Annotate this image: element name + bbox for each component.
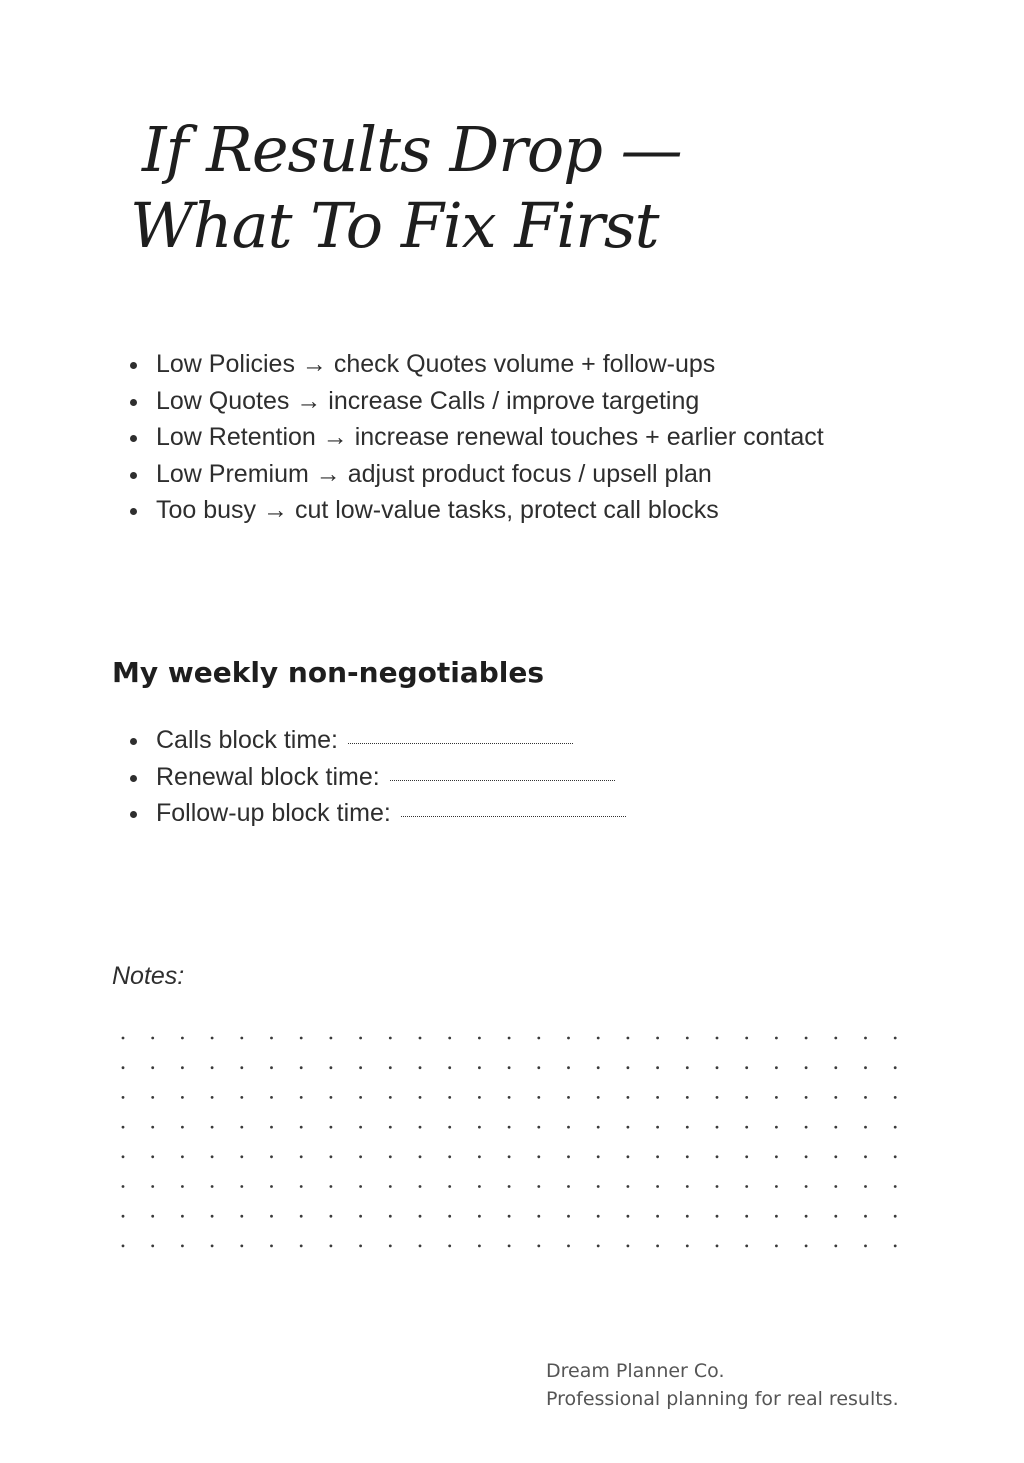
- grid-dot: [508, 1155, 511, 1158]
- grid-dot: [686, 1066, 689, 1069]
- grid-dot: [627, 1155, 630, 1158]
- grid-dot: [834, 1185, 837, 1188]
- grid-dot: [686, 1155, 689, 1158]
- renewal-block-blank-line: [390, 780, 615, 781]
- grid-dot: [389, 1096, 392, 1099]
- grid-dot: [122, 1215, 125, 1218]
- footer: [546, 1357, 899, 1413]
- grid-dot: [716, 1096, 719, 1099]
- list-item: Low Policies → check Quotes volume + follow-ups: [112, 346, 824, 383]
- grid-dot: [211, 1066, 214, 1069]
- grid-dot: [597, 1126, 600, 1129]
- grid-dot: [330, 1096, 333, 1099]
- grid-dot: [775, 1245, 778, 1248]
- grid-dot: [181, 1066, 184, 1069]
- list-item-calls-block: [112, 722, 626, 759]
- grid-dot: [597, 1066, 600, 1069]
- grid-dot: [508, 1066, 511, 1069]
- grid-dot: [419, 1096, 422, 1099]
- grid-dot: [419, 1066, 422, 1069]
- grid-dot: [567, 1066, 570, 1069]
- grid-dot: [478, 1155, 481, 1158]
- grid-dot: [151, 1037, 154, 1040]
- grid-dot: [745, 1185, 748, 1188]
- grid-dot: [597, 1185, 600, 1188]
- grid-dot: [627, 1215, 630, 1218]
- non-negotiables-heading: My weekly non-negotiables: [112, 656, 545, 689]
- grid-dot: [597, 1037, 600, 1040]
- grid-dot: [419, 1037, 422, 1040]
- grid-dot: [597, 1096, 600, 1099]
- follow-up-block-blank-line: [401, 816, 626, 817]
- grid-dot: [627, 1037, 630, 1040]
- grid-dot: [122, 1096, 125, 1099]
- grid-dot: [864, 1155, 867, 1158]
- grid-dot: [508, 1096, 511, 1099]
- grid-dot: [211, 1037, 214, 1040]
- grid-dot: [894, 1126, 897, 1129]
- grid-dot: [151, 1066, 154, 1069]
- grid-dot: [389, 1126, 392, 1129]
- grid-dot: [834, 1037, 837, 1040]
- grid-dot: [448, 1215, 451, 1218]
- grid-dot: [597, 1245, 600, 1248]
- grid-dot: [211, 1155, 214, 1158]
- grid-dot: [478, 1185, 481, 1188]
- grid-dot: [805, 1185, 808, 1188]
- grid-dot: [389, 1155, 392, 1158]
- grid-dot: [240, 1155, 243, 1158]
- grid-dot: [419, 1215, 422, 1218]
- grid-dot: [805, 1037, 808, 1040]
- grid-dot: [211, 1126, 214, 1129]
- grid-dot: [537, 1066, 540, 1069]
- grid-dot: [656, 1245, 659, 1248]
- grid-dot: [240, 1185, 243, 1188]
- grid-dot: [359, 1155, 362, 1158]
- grid-dot: [686, 1037, 689, 1040]
- list-item-follow-up-block: [112, 795, 626, 832]
- grid-dot: [359, 1215, 362, 1218]
- grid-dot: [508, 1245, 511, 1248]
- grid-dot: [627, 1126, 630, 1129]
- grid-dot: [567, 1037, 570, 1040]
- grid-dot: [448, 1245, 451, 1248]
- grid-dot: [656, 1155, 659, 1158]
- grid-dot: [270, 1155, 273, 1158]
- grid-dot: [686, 1215, 689, 1218]
- grid-dot: [330, 1155, 333, 1158]
- grid-dot: [537, 1126, 540, 1129]
- calls-block-blank-line: [348, 743, 573, 744]
- grid-dot: [240, 1245, 243, 1248]
- grid-dot: [270, 1066, 273, 1069]
- grid-dot: [330, 1037, 333, 1040]
- grid-dot: [478, 1245, 481, 1248]
- page-title-line-1: If Results Drop —: [142, 113, 682, 186]
- grid-dot: [300, 1096, 303, 1099]
- grid-dot: [627, 1096, 630, 1099]
- grid-dot: [478, 1126, 481, 1129]
- grid-dot: [122, 1185, 125, 1188]
- grid-dot: [181, 1037, 184, 1040]
- grid-dot: [716, 1037, 719, 1040]
- grid-dot: [686, 1096, 689, 1099]
- grid-dot: [359, 1096, 362, 1099]
- grid-dot: [686, 1245, 689, 1248]
- grid-dot: [834, 1126, 837, 1129]
- fix-first-list: [112, 346, 824, 529]
- grid-dot: [864, 1215, 867, 1218]
- grid-dot: [686, 1185, 689, 1188]
- grid-dot: [508, 1185, 511, 1188]
- grid-dot: [300, 1185, 303, 1188]
- grid-dot: [389, 1185, 392, 1188]
- grid-dot: [567, 1096, 570, 1099]
- grid-dot: [864, 1126, 867, 1129]
- grid-dot: [181, 1245, 184, 1248]
- grid-dot: [270, 1185, 273, 1188]
- grid-dot: [270, 1215, 273, 1218]
- grid-dot: [537, 1037, 540, 1040]
- grid-dot: [656, 1215, 659, 1218]
- grid-dot: [240, 1126, 243, 1129]
- grid-dot: [775, 1126, 778, 1129]
- grid-dot: [864, 1037, 867, 1040]
- grid-dot: [745, 1037, 748, 1040]
- grid-dot: [211, 1215, 214, 1218]
- grid-dot: [834, 1096, 837, 1099]
- grid-dot: [122, 1066, 125, 1069]
- grid-dot: [894, 1215, 897, 1218]
- list-item: Low Quotes → increase Calls / improve targeting: [112, 383, 824, 420]
- list-item: Low Retention → increase renewal touches + earlier contact: [112, 419, 824, 456]
- grid-dot: [359, 1185, 362, 1188]
- grid-dot: [537, 1245, 540, 1248]
- grid-dot: [300, 1155, 303, 1158]
- grid-dot: [537, 1215, 540, 1218]
- grid-dot: [151, 1185, 154, 1188]
- grid-dot: [359, 1037, 362, 1040]
- grid-dot: [716, 1066, 719, 1069]
- grid-dot: [775, 1096, 778, 1099]
- grid-dot: [834, 1155, 837, 1158]
- grid-dot: [448, 1037, 451, 1040]
- page-title: [130, 112, 682, 264]
- grid-dot: [894, 1037, 897, 1040]
- grid-dot: [419, 1126, 422, 1129]
- grid-dot: [330, 1245, 333, 1248]
- grid-dot: [775, 1037, 778, 1040]
- grid-dot: [894, 1155, 897, 1158]
- notes-label: Notes:: [112, 962, 185, 990]
- grid-dot: [745, 1215, 748, 1218]
- grid-dot: [627, 1185, 630, 1188]
- grid-dot: [508, 1126, 511, 1129]
- grid-dot: [597, 1155, 600, 1158]
- grid-dot: [537, 1096, 540, 1099]
- grid-dot: [716, 1185, 719, 1188]
- grid-dot: [270, 1037, 273, 1040]
- grid-dot: [389, 1066, 392, 1069]
- calls-block-label: Calls block time:: [156, 726, 338, 754]
- grid-dot: [567, 1126, 570, 1129]
- grid-dot: [627, 1066, 630, 1069]
- grid-dot: [330, 1185, 333, 1188]
- grid-dot: [419, 1185, 422, 1188]
- grid-dot: [419, 1155, 422, 1158]
- grid-dot: [359, 1066, 362, 1069]
- grid-dot: [805, 1215, 808, 1218]
- grid-dot: [805, 1066, 808, 1069]
- grid-dot: [805, 1155, 808, 1158]
- grid-dot: [656, 1066, 659, 1069]
- grid-dot: [240, 1037, 243, 1040]
- grid-dot: [834, 1245, 837, 1248]
- list-item: Low Premium → adjust product focus / upsell plan: [112, 456, 824, 493]
- grid-dot: [300, 1066, 303, 1069]
- grid-dot: [478, 1215, 481, 1218]
- grid-dot: [181, 1096, 184, 1099]
- grid-dot: [656, 1037, 659, 1040]
- grid-dot: [508, 1037, 511, 1040]
- footer-brand: Dream Planner Co.: [546, 1360, 725, 1382]
- grid-dot: [775, 1185, 778, 1188]
- list-item-renewal-block: [112, 759, 626, 796]
- grid-dot: [716, 1126, 719, 1129]
- grid-dot: [448, 1185, 451, 1188]
- grid-dot: [775, 1155, 778, 1158]
- grid-dot: [270, 1245, 273, 1248]
- grid-dot: [151, 1155, 154, 1158]
- grid-dot: [419, 1245, 422, 1248]
- grid-dot: [745, 1245, 748, 1248]
- grid-dot: [240, 1215, 243, 1218]
- grid-dot: [775, 1215, 778, 1218]
- grid-dot: [151, 1126, 154, 1129]
- renewal-block-label: Renewal block time:: [156, 762, 380, 791]
- grid-dot: [359, 1126, 362, 1129]
- grid-dot: [240, 1066, 243, 1069]
- grid-dot: [122, 1126, 125, 1129]
- grid-dot: [181, 1126, 184, 1129]
- grid-dot: [894, 1185, 897, 1188]
- grid-dot: [389, 1245, 392, 1248]
- grid-dot: [716, 1155, 719, 1158]
- grid-dot: [864, 1185, 867, 1188]
- grid-dot: [330, 1066, 333, 1069]
- grid-dot: [567, 1185, 570, 1188]
- grid-dot: [716, 1215, 719, 1218]
- grid-dot: [211, 1185, 214, 1188]
- grid-dot: [864, 1245, 867, 1248]
- grid-dot: [211, 1245, 214, 1248]
- grid-dot: [864, 1096, 867, 1099]
- grid-dot: [389, 1215, 392, 1218]
- grid-dot: [181, 1215, 184, 1218]
- page-title-line-2: What To Fix First: [130, 189, 659, 262]
- footer-tagline: Professional planning for real results.: [546, 1388, 899, 1410]
- grid-dot: [151, 1215, 154, 1218]
- grid-dot: [122, 1245, 125, 1248]
- grid-dot: [745, 1155, 748, 1158]
- grid-dot: [745, 1066, 748, 1069]
- grid-dot: [775, 1066, 778, 1069]
- follow-up-block-label: Follow-up block time:: [156, 799, 391, 828]
- grid-dot: [181, 1155, 184, 1158]
- grid-dot: [627, 1245, 630, 1248]
- grid-dot: [567, 1215, 570, 1218]
- grid-dot: [805, 1126, 808, 1129]
- grid-dot: [122, 1155, 125, 1158]
- grid-dot: [834, 1066, 837, 1069]
- grid-dot: [122, 1037, 125, 1040]
- grid-dot: [656, 1185, 659, 1188]
- grid-dot: [478, 1096, 481, 1099]
- grid-dot: [716, 1245, 719, 1248]
- notes-dot-grid: [112, 1026, 912, 1258]
- non-negotiables-list: [112, 722, 626, 832]
- grid-dot: [300, 1215, 303, 1218]
- grid-dot: [389, 1037, 392, 1040]
- grid-dot: [894, 1096, 897, 1099]
- grid-dot: [864, 1066, 867, 1069]
- grid-dot: [448, 1066, 451, 1069]
- grid-dot: [330, 1215, 333, 1218]
- grid-dot: [745, 1096, 748, 1099]
- grid-dot: [330, 1126, 333, 1129]
- grid-dot: [359, 1245, 362, 1248]
- grid-dot: [894, 1245, 897, 1248]
- grid-dot: [270, 1126, 273, 1129]
- grid-dot: [686, 1126, 689, 1129]
- grid-dot: [181, 1185, 184, 1188]
- grid-dot: [300, 1126, 303, 1129]
- grid-dot: [656, 1096, 659, 1099]
- grid-dot: [805, 1096, 808, 1099]
- grid-dot: [805, 1245, 808, 1248]
- grid-dot: [894, 1066, 897, 1069]
- grid-dot: [478, 1037, 481, 1040]
- grid-dot: [448, 1096, 451, 1099]
- grid-dot: [448, 1155, 451, 1158]
- grid-dot: [597, 1215, 600, 1218]
- list-item: Too busy → cut low-value tasks, protect call blocks: [112, 492, 824, 529]
- grid-dot: [834, 1215, 837, 1218]
- grid-dot: [211, 1096, 214, 1099]
- grid-dot: [478, 1066, 481, 1069]
- grid-dot: [656, 1126, 659, 1129]
- grid-dot: [300, 1245, 303, 1248]
- grid-dot: [567, 1155, 570, 1158]
- grid-dot: [537, 1155, 540, 1158]
- grid-dot: [537, 1185, 540, 1188]
- grid-dot: [300, 1037, 303, 1040]
- grid-dot: [448, 1126, 451, 1129]
- grid-dot: [745, 1126, 748, 1129]
- grid-dot: [151, 1245, 154, 1248]
- grid-dot: [151, 1096, 154, 1099]
- grid-dot: [508, 1215, 511, 1218]
- grid-dot: [567, 1245, 570, 1248]
- grid-dot: [240, 1096, 243, 1099]
- grid-dot: [270, 1096, 273, 1099]
